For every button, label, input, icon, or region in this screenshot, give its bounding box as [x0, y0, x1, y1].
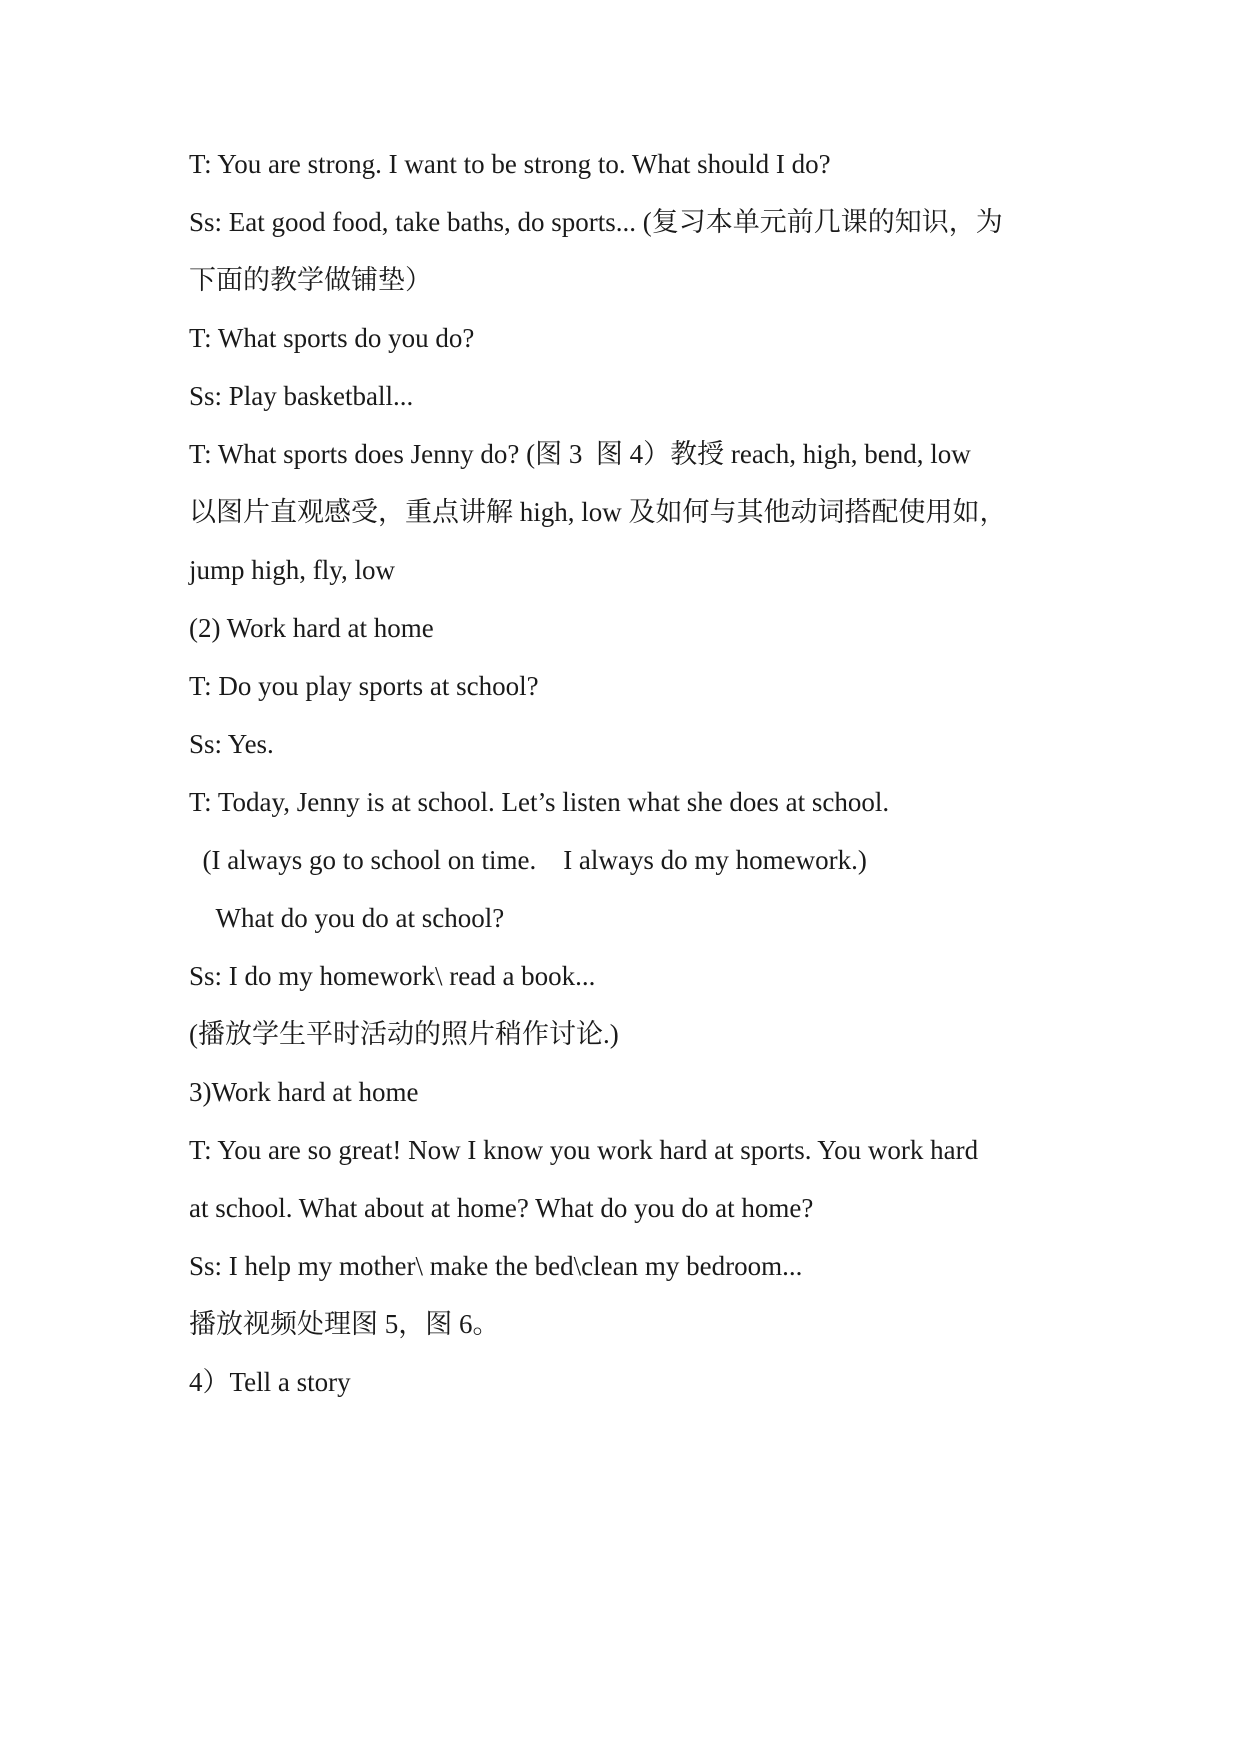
text-line: Ss: I help my mother\ make the bed\clean my bedroom...	[189, 1251, 803, 1281]
text-line: 播放视频处理图 5，图 6。	[189, 1309, 500, 1339]
text-line: T: What sports do you do?	[189, 323, 475, 353]
text-line: T: Do you play sports at school?	[189, 671, 539, 701]
text-line: T: What sports does Jenny do? (图 3 图 4）教授 reach, high, bend, low	[189, 439, 971, 469]
text-line: 4）Tell a story	[189, 1367, 351, 1397]
text-line: 以图片直观感受，重点讲解 high, low 及如何与其他动词搭配使用如，	[189, 497, 1007, 527]
text-line: Ss: I do my homework\ read a book...	[189, 961, 596, 991]
text-line: at school. What about at home? What do you do at home?	[189, 1193, 814, 1223]
text-line: jump high, fly, low	[189, 555, 395, 585]
text-line: Ss: Play basketball...	[189, 381, 414, 411]
text-line: (播放学生平时活动的照片稍作讨论.)	[189, 1019, 619, 1049]
text-line: Ss: Eat good food, take baths, do sports... (复习本单元前几课的知识，为	[189, 207, 1003, 237]
text-line: (2) Work hard at home	[189, 613, 434, 643]
text-line: T: You are strong. I want to be strong to. What should I do?	[189, 149, 831, 179]
text-line: 下面的教学做铺垫）	[189, 265, 432, 295]
text-line: T: You are so great! Now I know you work hard at sports. You work hard	[189, 1135, 979, 1165]
text-line: Ss: Yes.	[189, 729, 274, 759]
text-line: 3)Work hard at home	[189, 1077, 419, 1107]
text-line: (I always go to school on time. I always do my homework.)	[189, 845, 867, 875]
text-line: T: Today, Jenny is at school. Let’s listen what she does at school.	[189, 787, 890, 817]
text-line: What do you do at school?	[189, 903, 505, 933]
